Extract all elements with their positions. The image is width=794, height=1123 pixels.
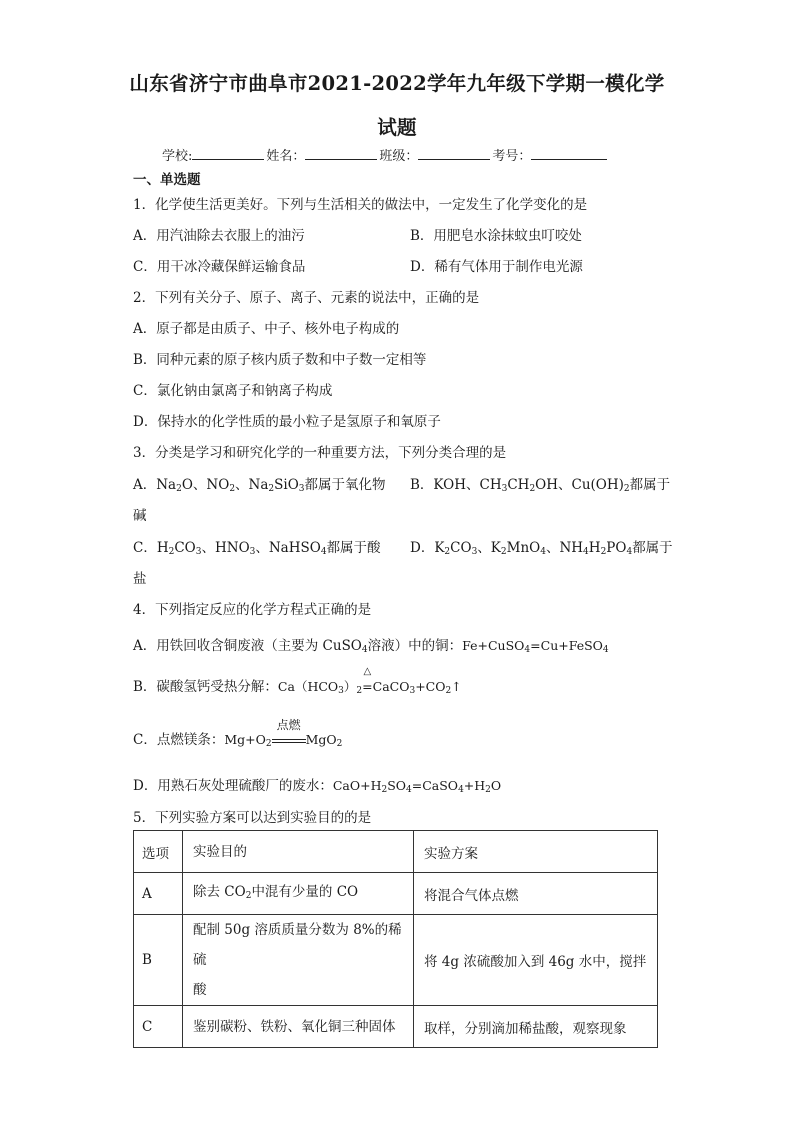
table-header: 选项: [134, 831, 183, 873]
school-blank[interactable]: [192, 147, 264, 160]
q4-c-equation: $Mg+O_2$ 点燃 MgO$_2$: [224, 718, 343, 749]
exam-no-blank[interactable]: [531, 147, 607, 160]
q3-option-c: C．$H_2CO_3$、$HNO_3$、NaHSO$_4$都属于酸: [133, 540, 381, 557]
q1-option-d: D．稀有气体用于制作电光源: [410, 259, 583, 275]
table-cell-option: B: [134, 915, 183, 1006]
table-cell-plan: 将 4g 浓硫酸加入到 46g 水中，搅拌: [414, 915, 658, 1006]
name-label: 姓名：: [266, 149, 306, 164]
q4-option-c: C．点燃镁条：$Mg+O_2$ 点燃 MgO$_2$: [133, 718, 343, 749]
q2-option-b: B．同种元素的原子核内质子数和中子数一定相等: [133, 352, 427, 368]
q2-option-c: C．氯化钠由氯离子和钠离子构成: [133, 383, 333, 399]
exam-no-label: 考号：: [492, 149, 532, 164]
table-cell-goal: 配制 50g 溶质质量分数为 8%的稀硫 酸: [183, 915, 414, 1006]
page-title-continued: 试题: [377, 116, 417, 139]
name-blank[interactable]: [305, 147, 377, 160]
q1-option-b: B．用肥皂水涂抹蚊虫叮咬处: [410, 228, 582, 244]
class-blank[interactable]: [418, 147, 490, 160]
table-cell-plan: 将混合气体点燃: [414, 873, 658, 915]
table-header: 实验方案: [414, 831, 658, 873]
q1-stem: 1．化学使生活更美好。下列与生活相关的做法中，一定发生了化学变化的是: [133, 197, 588, 213]
q1-option-c: C．用干冰冷藏保鲜运输食品: [133, 259, 306, 275]
q3-stem: 3．分类是学习和研究化学的一种重要方法，下列分类合理的是: [133, 445, 507, 461]
page-title: 山东省济宁市曲阜市2021-2022学年九年级下学期一模化学: [129, 72, 665, 95]
table-header-row: [134, 831, 658, 873]
experiment-table: [133, 830, 658, 1048]
q3-option-a: A．$Na_2O$、$NO_2$、$Na_2SiO_3$都属于氧化物: [133, 477, 386, 494]
table-header: 实验目的: [183, 831, 414, 873]
q4-a-equation: Fe+CuSO$_4$=Cu+FeSO$_4$: [462, 638, 609, 655]
q4-d-equation: $CaO+H_2SO_4=CaSO_4+H_2O$: [332, 778, 502, 795]
q4-option-a: A．用铁回收含铜废液（主要为 CuSO$_4$溶液）中的铜：Fe+CuSO$_4$=Cu+FeSO$_4$: [133, 638, 609, 655]
table-row: [134, 1006, 658, 1048]
q4-option-d: D．用熟石灰处理硫酸厂的废水：$CaO+H_2SO_4=CaSO_4+H_2O$: [133, 778, 502, 795]
section-heading: 一、单选题: [133, 172, 201, 188]
q4-option-b: B．碳酸氢钙受热分解：$Ca(HCO_3)_2$ △ $=CaCO_3+CO_2↑$: [133, 666, 462, 696]
q3-option-b: B．KOH、$CH_3CH_2OH$、$Cu(OH)_2$都属于: [410, 477, 671, 494]
table-cell-goal: 除去 $CO_2$中混有少量的 CO: [183, 873, 414, 915]
q3-option-d: D．$K_2CO_3$、$K_2MnO_4$、$NH_4H_2PO_4$都属于: [410, 540, 673, 557]
table-cell-plan: 取样，分别滴加稀盐酸，观察现象: [414, 1006, 658, 1048]
student-info-line: [162, 145, 609, 164]
q1-option-a: A．用汽油除去衣服上的油污: [133, 228, 305, 244]
table-row: [134, 873, 658, 915]
table-cell-option: C: [134, 1006, 183, 1048]
q3-option-b-wrap: 碱: [133, 508, 147, 524]
q2-option-a: A．原子都是由质子、中子、核外电子构成的: [133, 321, 400, 337]
q2-option-d: D．保持水的化学性质的最小粒子是氢原子和氧原子: [133, 414, 441, 430]
q3-option-d-wrap: 盐: [133, 571, 147, 587]
q2-stem: 2．下列有关分子、原子、离子、元素的说法中，正确的是: [133, 290, 480, 306]
school-label: 学校:: [162, 149, 193, 164]
table-cell-goal: 鉴别碳粉、铁粉、氧化铜三种固体: [183, 1006, 414, 1048]
table-cell-option: A: [134, 873, 183, 915]
q4-b-equation: $Ca(HCO_3)_2$ △ $=CaCO_3+CO_2↑$: [277, 666, 462, 696]
class-label: 班级：: [379, 149, 419, 164]
table-row: [134, 915, 658, 1006]
q4-stem: 4．下列指定反应的化学方程式正确的是: [133, 602, 372, 618]
q5-stem: 5．下列实验方案可以达到实验目的的是: [133, 810, 372, 826]
